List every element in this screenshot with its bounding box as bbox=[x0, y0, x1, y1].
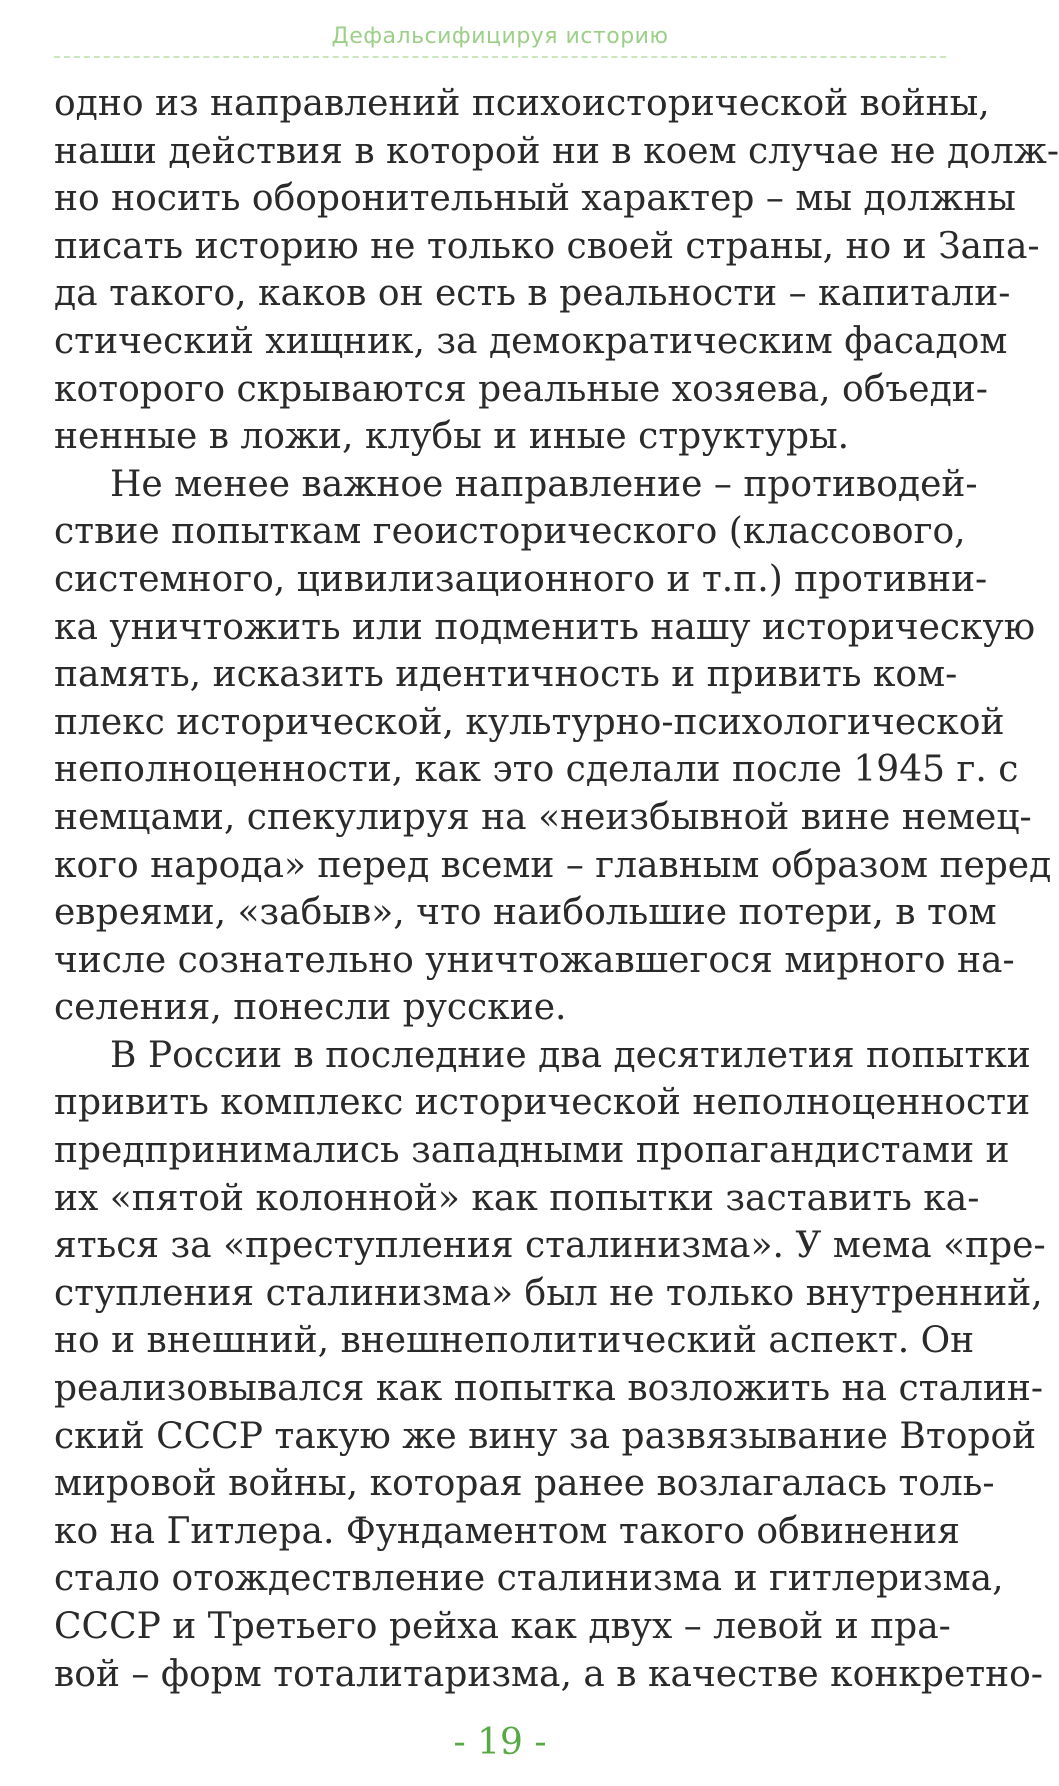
text-line: плекс исторической, культурно-психологической bbox=[54, 701, 1005, 743]
text-line: их «пятой колонной» как попытки заставить ка- bbox=[54, 1177, 980, 1219]
text-line: стический хищник, за демократическим фасадом bbox=[54, 320, 1008, 362]
text-line: селения, понесли русские. bbox=[54, 987, 567, 1029]
text-line: неполноценности, как это сделали после 1945 г. с bbox=[54, 749, 1019, 791]
text-line: ка уничтожить или подменить нашу историческую bbox=[54, 606, 1036, 648]
text-line: наши действия в которой ни в коем случае не долж- bbox=[54, 130, 1059, 172]
paragraph-2 bbox=[54, 461, 1052, 1032]
text-line: Не менее важное направление – противодей- bbox=[110, 463, 978, 505]
text-line: системного, цивилизационного и т.п.) противни- bbox=[54, 558, 988, 600]
text-line: которого скрываются реальные хозяева, объеди- bbox=[54, 368, 988, 410]
text-line: ненные в ложи, клубы и иные структуры. bbox=[54, 416, 850, 458]
text-line: но носить оборонительный характер – мы должны bbox=[54, 178, 1016, 220]
text-line: немцами, спекулируя на «неизбывной вине немец- bbox=[54, 796, 1032, 838]
text-line: но и внешний, внешнеполитический аспект. Он bbox=[54, 1320, 975, 1362]
text-line: память, исказить идентичность и привить ком- bbox=[54, 654, 958, 696]
text-line: ствие попыткам геоисторического (классового, bbox=[54, 511, 966, 553]
text-line: евреями, «забыв», что наибольшие потери, в том bbox=[54, 892, 997, 934]
body-text bbox=[54, 80, 1059, 1698]
text-line: одно из направлений психоисторической войны, bbox=[54, 83, 990, 124]
text-line: В России в последние два десятилетия попытки bbox=[110, 1034, 1031, 1076]
running-header: Дефальсифицируя историю bbox=[331, 24, 669, 49]
text-line: реализовывался как попытка возложить на сталин- bbox=[54, 1368, 1044, 1410]
text-line: привить комплекс исторической неполноценности bbox=[54, 1082, 1031, 1124]
text-line: СССР и Третьего рейха как двух – левой и пра- bbox=[54, 1606, 951, 1647]
text-line: да такого, каков он есть в реальности – капитали- bbox=[54, 273, 1011, 315]
paragraph-1 bbox=[54, 80, 1059, 461]
text-line: кого народа» перед всеми – главным образом перед bbox=[54, 844, 1052, 886]
paragraph-3 bbox=[54, 1032, 1046, 1698]
text-line: вой – форм тоталитаризма, а в качестве конкретно- bbox=[54, 1653, 1043, 1695]
text-line: ский СССР такую же вину за развязывание Второй bbox=[54, 1415, 1037, 1457]
text-line: ко на Гитлера. Фундаментом такого обвинения bbox=[54, 1510, 960, 1552]
text-line: мировой войны, которая ранее возлагалась толь- bbox=[54, 1463, 995, 1505]
text-line: яться за «преступления сталинизма». У мема «пре- bbox=[54, 1225, 1046, 1267]
header-rule bbox=[54, 56, 946, 58]
text-line: стало отождествление сталинизма и гитлеризма, bbox=[54, 1558, 1004, 1600]
text-line: ступления сталинизма» был не только внутренний, bbox=[54, 1272, 1043, 1314]
text-line: числе сознательно уничтожавшегося мирного на- bbox=[54, 939, 1015, 981]
page-number: - 19 - bbox=[453, 1722, 547, 1763]
text-line: предпринимались западными пропагандистами и bbox=[54, 1130, 1010, 1172]
text-line: писать историю не только своей страны, но и Запа- bbox=[54, 225, 1040, 267]
